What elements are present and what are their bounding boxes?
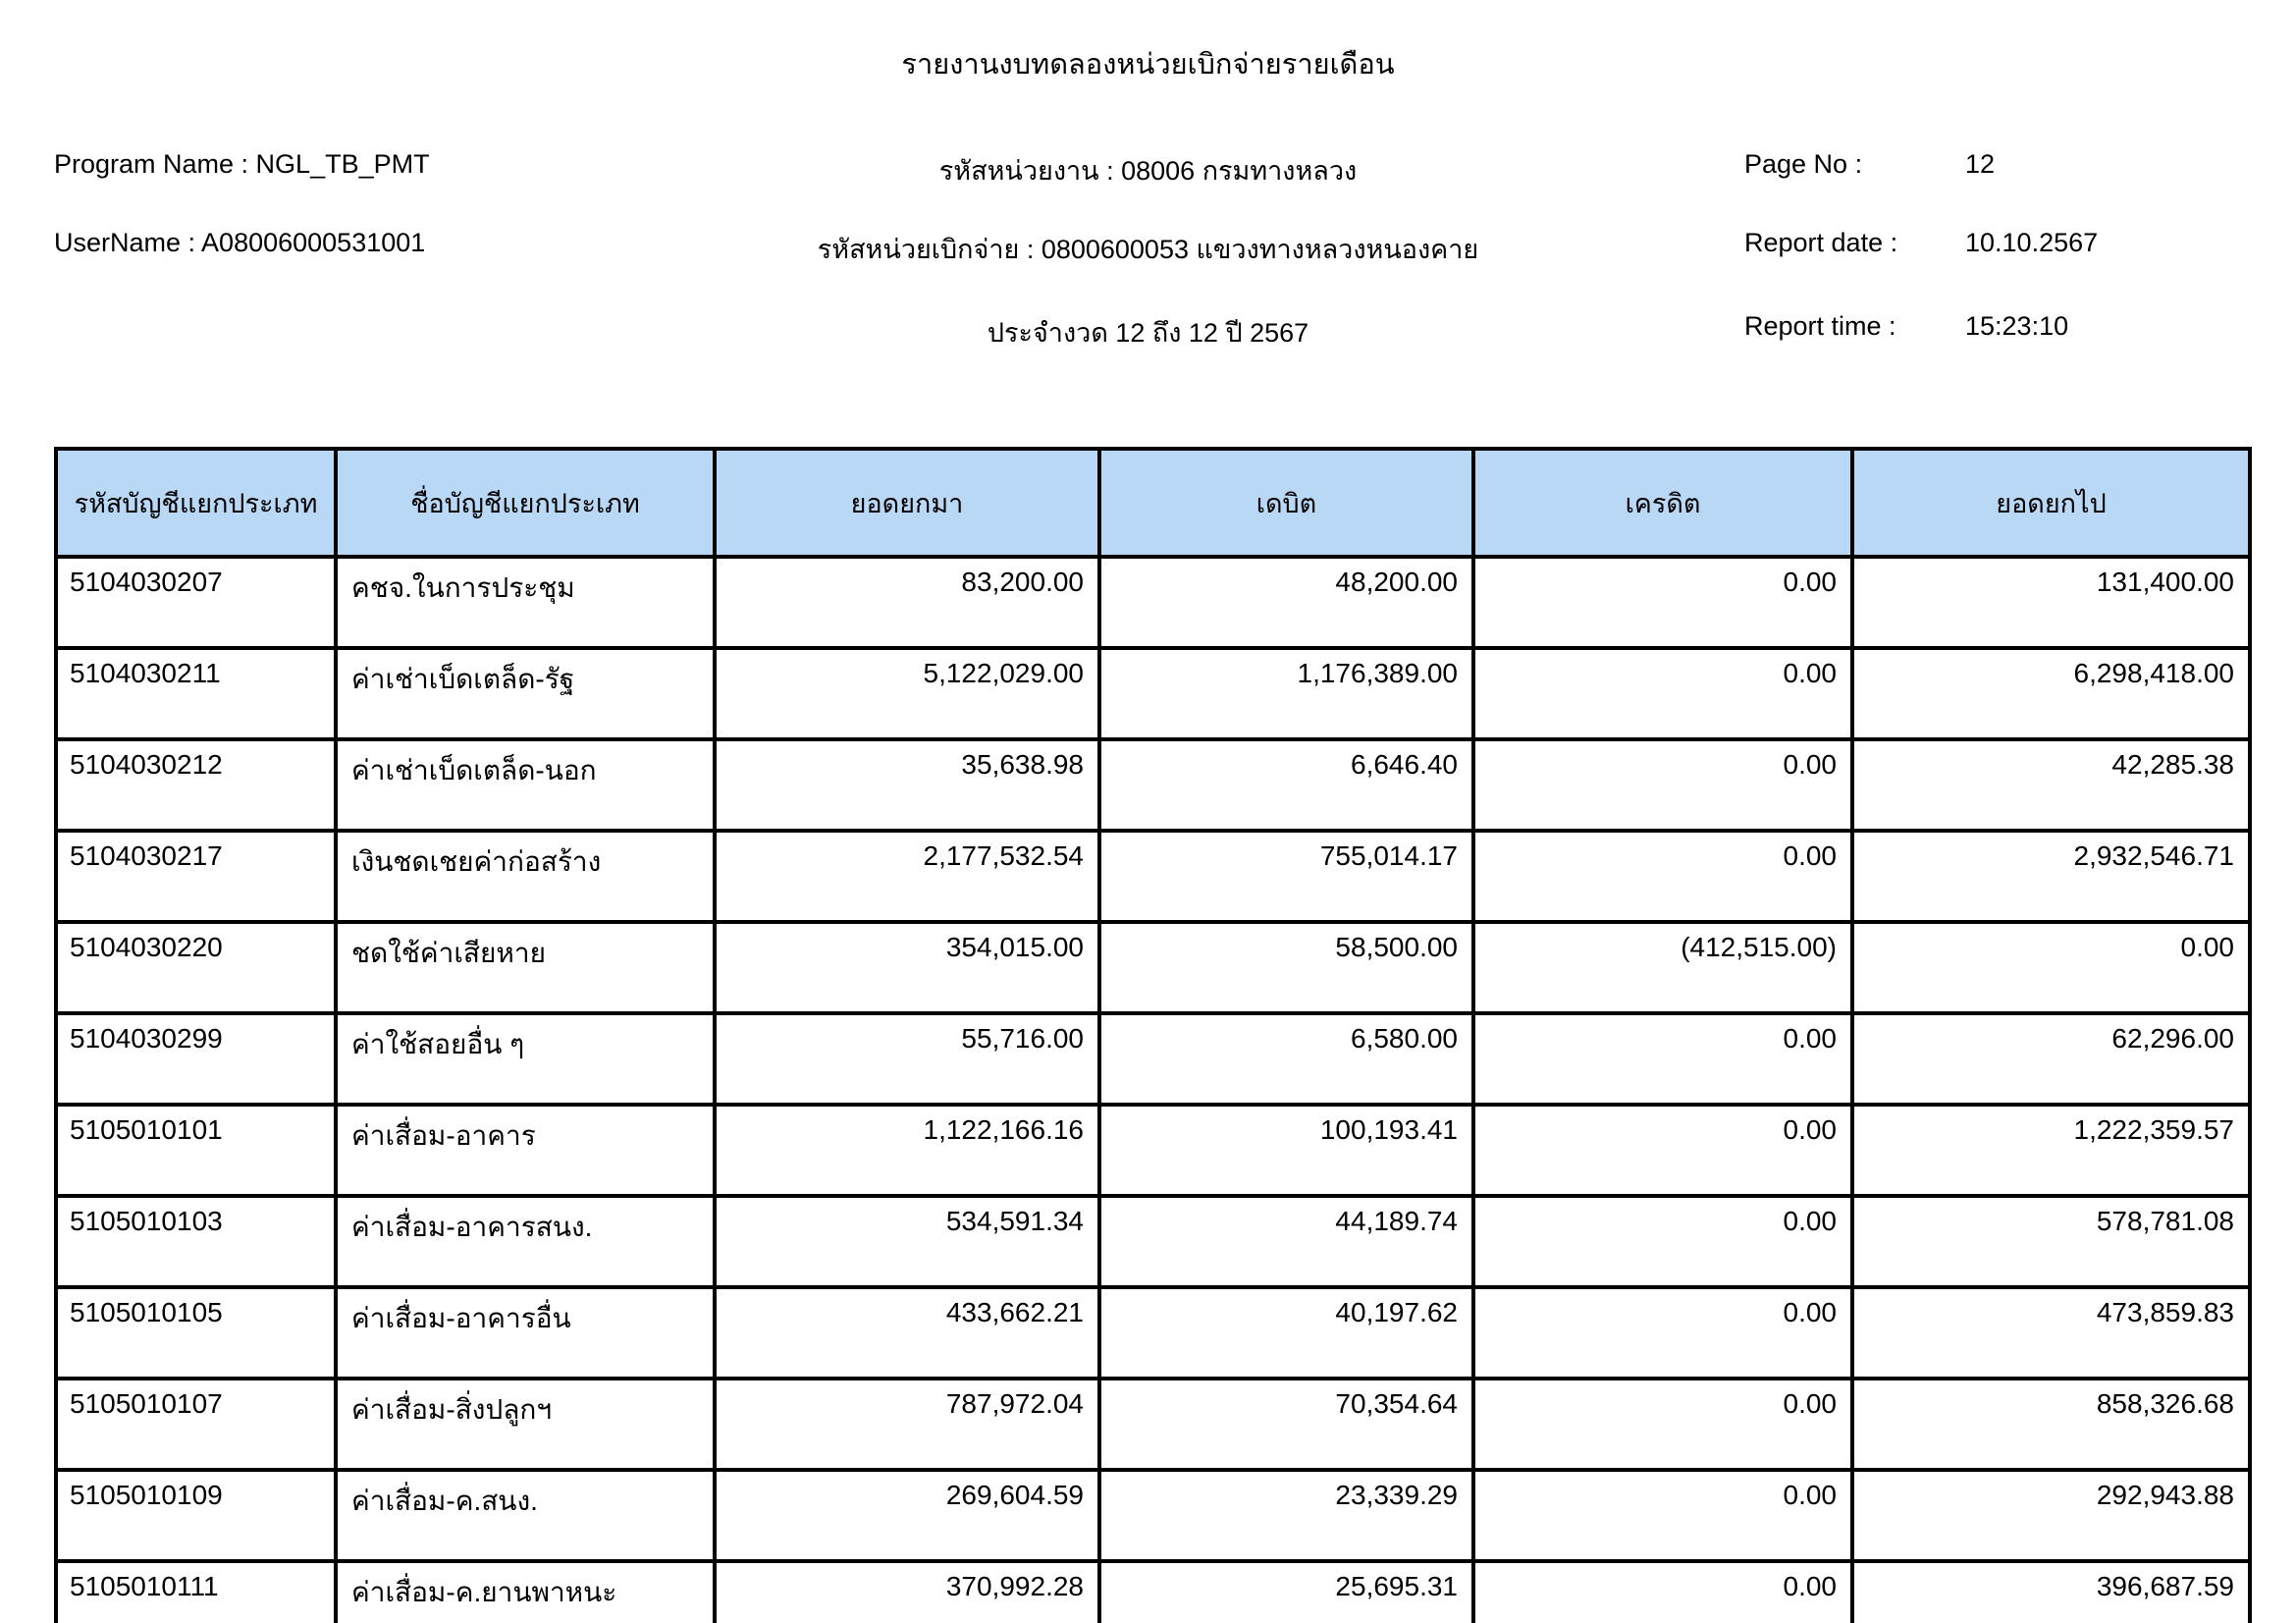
debit-cell: 1,176,389.00 bbox=[1099, 648, 1473, 739]
account-code-cell: 5104030211 bbox=[56, 648, 336, 739]
account-name-cell: ค่าเช่าเบ็ดเตล็ด-รัฐ bbox=[336, 648, 715, 739]
credit-cell: 0.00 bbox=[1473, 1470, 1852, 1561]
debit-cell: 70,354.64 bbox=[1099, 1379, 1473, 1470]
disbursement-unit-code: รหัสหน่วยเบิกจ่าย : 0800600053 แขวงทางหลวงหนองคาย bbox=[817, 235, 1479, 264]
balance-brought-forward-cell: 1,122,166.16 bbox=[715, 1105, 1099, 1196]
balance-brought-forward-cell: 55,716.00 bbox=[715, 1013, 1099, 1105]
debit-cell: 23,339.29 bbox=[1099, 1470, 1473, 1561]
balance-carried-forward-cell: 396,687.59 bbox=[1852, 1561, 2250, 1623]
debit-cell: 48,200.00 bbox=[1099, 557, 1473, 648]
report-time-value: 15:23:10 bbox=[1965, 311, 2069, 341]
column-header-debit: เดบิต bbox=[1099, 449, 1473, 557]
balance-carried-forward-cell: 62,296.00 bbox=[1852, 1013, 2250, 1105]
report-date-label: Report date : bbox=[1744, 228, 1898, 257]
account-code-cell: 5105010111 bbox=[56, 1561, 336, 1623]
balance-brought-forward-cell: 83,200.00 bbox=[715, 557, 1099, 648]
account-name-cell: ค่าใช้สอยอื่น ๆ bbox=[336, 1013, 715, 1105]
credit-cell: 0.00 bbox=[1473, 1105, 1852, 1196]
debit-cell: 100,193.41 bbox=[1099, 1105, 1473, 1196]
balance-brought-forward-cell: 35,638.98 bbox=[715, 739, 1099, 831]
column-header-balance-brought-forward: ยอดยกมา bbox=[715, 449, 1099, 557]
balance-carried-forward-cell: 858,326.68 bbox=[1852, 1379, 2250, 1470]
debit-cell: 44,189.74 bbox=[1099, 1196, 1473, 1287]
balance-brought-forward-cell: 5,122,029.00 bbox=[715, 648, 1099, 739]
table-row bbox=[56, 1013, 2250, 1105]
balance-brought-forward-cell: 370,992.28 bbox=[715, 1561, 1099, 1623]
balance-carried-forward-cell: 1,222,359.57 bbox=[1852, 1105, 2250, 1196]
report-time-label: Report time : bbox=[1744, 311, 1896, 341]
balance-carried-forward-cell: 292,943.88 bbox=[1852, 1470, 2250, 1561]
balance-carried-forward-cell: 473,859.83 bbox=[1852, 1287, 2250, 1379]
page-no-label: Page No : bbox=[1744, 149, 1863, 179]
debit-cell: 40,197.62 bbox=[1099, 1287, 1473, 1379]
balance-brought-forward-cell: 787,972.04 bbox=[715, 1379, 1099, 1470]
account-name-cell: ค่าเสื่อม-สิ่งปลูกฯ bbox=[336, 1379, 715, 1470]
balance-carried-forward-cell: 578,781.08 bbox=[1852, 1196, 2250, 1287]
balance-brought-forward-cell: 354,015.00 bbox=[715, 922, 1099, 1013]
credit-cell: 0.00 bbox=[1473, 1561, 1852, 1623]
account-name-cell: ค่าเสื่อม-อาคารอื่น bbox=[336, 1287, 715, 1379]
balance-brought-forward-cell: 534,591.34 bbox=[715, 1196, 1099, 1287]
balance-brought-forward-cell: 2,177,532.54 bbox=[715, 831, 1099, 922]
account-name-cell: ค่าเสื่อม-ค.สนง. bbox=[336, 1470, 715, 1561]
account-code-cell: 5104030220 bbox=[56, 922, 336, 1013]
account-code-cell: 5104030299 bbox=[56, 1013, 336, 1105]
account-name-cell: ค่าเช่าเบ็ดเตล็ด-นอก bbox=[336, 739, 715, 831]
account-code-cell: 5104030217 bbox=[56, 831, 336, 922]
balance-carried-forward-cell: 2,932,546.71 bbox=[1852, 831, 2250, 922]
balance-carried-forward-cell: 0.00 bbox=[1852, 922, 2250, 1013]
credit-cell: (412,515.00) bbox=[1473, 922, 1852, 1013]
debit-cell: 25,695.31 bbox=[1099, 1561, 1473, 1623]
column-header-balance-carried-forward: ยอดยกไป bbox=[1852, 449, 2250, 557]
report-title: รายงานงบทดลองหน่วยเบิกจ่ายรายเดือน bbox=[901, 49, 1395, 81]
table-row bbox=[56, 922, 2250, 1013]
account-name-cell: ค่าเสื่อม-ค.ยานพาหนะ bbox=[336, 1561, 715, 1623]
report-date-value: 10.10.2567 bbox=[1965, 228, 2099, 257]
account-code-cell: 5105010101 bbox=[56, 1105, 336, 1196]
column-header-credit: เครดิต bbox=[1473, 449, 1852, 557]
program-name: Program Name : NGL_TB_PMT bbox=[54, 149, 430, 179]
column-header-account-code: รหัสบัญชีแยกประเภท bbox=[56, 449, 336, 557]
agency-code: รหัสหน่วยงาน : 08006 กรมทางหลวง bbox=[938, 156, 1358, 186]
table-row bbox=[56, 1561, 2250, 1623]
table-row bbox=[56, 1287, 2250, 1379]
debit-cell: 6,646.40 bbox=[1099, 739, 1473, 831]
account-code-cell: 5105010103 bbox=[56, 1196, 336, 1287]
table-row bbox=[56, 1379, 2250, 1470]
page-no-value: 12 bbox=[1965, 149, 1996, 179]
table-header-row bbox=[56, 449, 2250, 557]
account-code-cell: 5105010107 bbox=[56, 1379, 336, 1470]
table-row bbox=[56, 1196, 2250, 1287]
table-row bbox=[56, 739, 2250, 831]
credit-cell: 0.00 bbox=[1473, 1013, 1852, 1105]
account-name-cell: ชดใช้ค่าเสียหาย bbox=[336, 922, 715, 1013]
account-code-cell: 5105010109 bbox=[56, 1470, 336, 1561]
account-name-cell: คชจ.ในการประชุม bbox=[336, 557, 715, 648]
balance-carried-forward-cell: 42,285.38 bbox=[1852, 739, 2250, 831]
report-period: ประจำงวด 12 ถึง 12 ปี 2567 bbox=[987, 318, 1309, 348]
balance-brought-forward-cell: 433,662.21 bbox=[715, 1287, 1099, 1379]
balance-carried-forward-cell: 131,400.00 bbox=[1852, 557, 2250, 648]
user-name: UserName : A08006000531001 bbox=[54, 228, 426, 257]
table-row bbox=[56, 648, 2250, 739]
account-code-cell: 5105010105 bbox=[56, 1287, 336, 1379]
table-row bbox=[56, 831, 2250, 922]
credit-cell: 0.00 bbox=[1473, 739, 1852, 831]
account-name-cell: ค่าเสื่อม-อาคารสนง. bbox=[336, 1196, 715, 1287]
credit-cell: 0.00 bbox=[1473, 1196, 1852, 1287]
table-row bbox=[56, 557, 2250, 648]
column-header-account-name: ชื่อบัญชีแยกประเภท bbox=[336, 449, 715, 557]
debit-cell: 58,500.00 bbox=[1099, 922, 1473, 1013]
debit-cell: 755,014.17 bbox=[1099, 831, 1473, 922]
table-body bbox=[56, 557, 2250, 1623]
account-code-cell: 5104030207 bbox=[56, 557, 336, 648]
account-name-cell: เงินชดเชยค่าก่อสร้าง bbox=[336, 831, 715, 922]
credit-cell: 0.00 bbox=[1473, 1379, 1852, 1470]
table-row bbox=[56, 1105, 2250, 1196]
balance-carried-forward-cell: 6,298,418.00 bbox=[1852, 648, 2250, 739]
credit-cell: 0.00 bbox=[1473, 831, 1852, 922]
account-code-cell: 5104030212 bbox=[56, 739, 336, 831]
trial-balance-table bbox=[54, 447, 2252, 1623]
account-name-cell: ค่าเสื่อม-อาคาร bbox=[336, 1105, 715, 1196]
credit-cell: 0.00 bbox=[1473, 648, 1852, 739]
credit-cell: 0.00 bbox=[1473, 557, 1852, 648]
table-row bbox=[56, 1470, 2250, 1561]
credit-cell: 0.00 bbox=[1473, 1287, 1852, 1379]
debit-cell: 6,580.00 bbox=[1099, 1013, 1473, 1105]
balance-brought-forward-cell: 269,604.59 bbox=[715, 1470, 1099, 1561]
